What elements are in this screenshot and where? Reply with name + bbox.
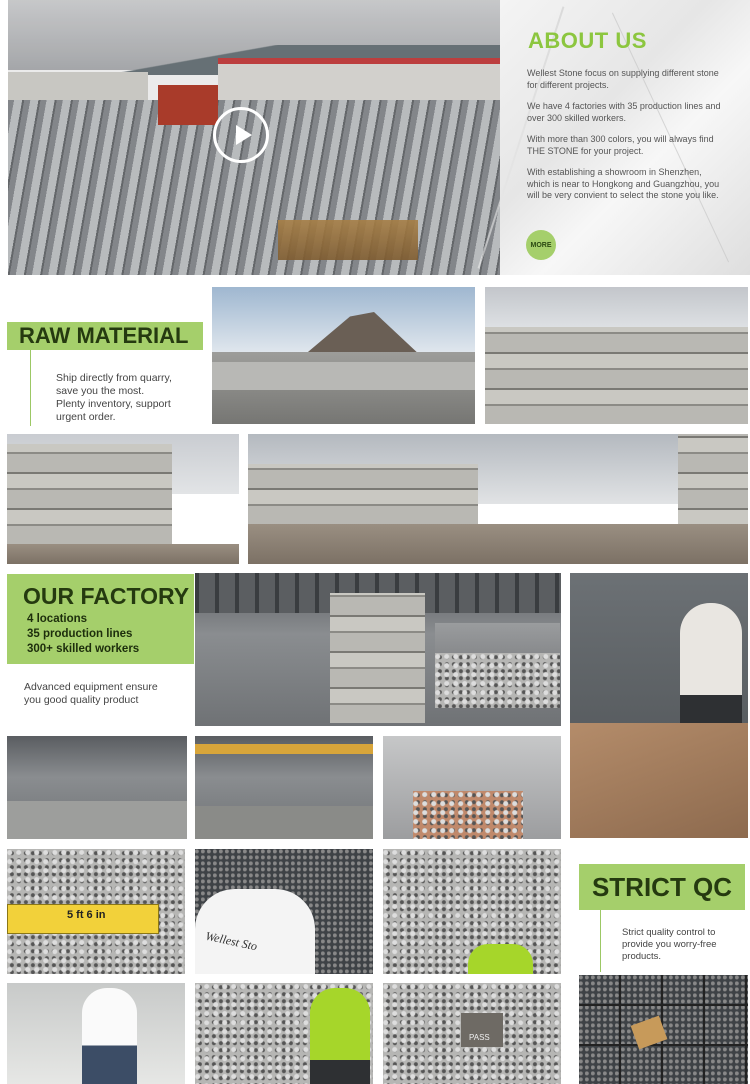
factory-slab-stack: [330, 593, 425, 723]
qc-title: STRICT QC: [579, 864, 745, 910]
polishing-photo: [570, 573, 748, 838]
block-yard-panorama: [248, 434, 748, 564]
divider-line: [600, 910, 601, 972]
cutting-machines-photo: [7, 736, 187, 839]
cut-slab: [413, 791, 523, 839]
workshop-photo: [195, 736, 373, 839]
panorama-blocks: [248, 464, 478, 524]
inspector-shirt: [468, 944, 533, 974]
tile-checking-photo: [383, 849, 561, 974]
block-yard-photo: [7, 434, 239, 564]
pass-tag-label: PASS: [469, 1033, 490, 1042]
bridge-saw-photo: [383, 736, 561, 839]
factory-line: you good quality product: [24, 694, 139, 706]
raw-material-line: Ship directly from quarry,: [56, 372, 172, 384]
factory-stat: 4 locations: [27, 613, 88, 625]
qc-line: Strict quality control to: [622, 927, 716, 938]
quarry-photo: [212, 287, 475, 424]
factory-stat: 35 production lines: [27, 628, 133, 640]
shirt-logo: Wellest Sto: [204, 928, 259, 954]
measuring-tape-photo: [7, 849, 185, 974]
worktable: [570, 723, 748, 838]
tape-label: 5 ft 6 in: [67, 909, 106, 921]
raw-material-line: save you the most.: [56, 385, 145, 397]
about-paragraph: With more than 300 colors, you will always find THE STONE for your project.: [527, 134, 714, 156]
raw-material-line: Plenty inventory, support: [56, 398, 171, 410]
about-paragraph: With establishing a showroom in Shenzhen, which is near to Hongkong and Guangzhou, you will be very convient to select the stone you like.: [527, 167, 720, 200]
workshop-floor: [195, 806, 373, 839]
raw-material-line: urgent order.: [56, 411, 116, 423]
cobblestone-photo: [579, 975, 748, 1084]
slab-inspection-photo: [195, 983, 373, 1084]
factory-stat: 300+ skilled workers: [27, 643, 140, 655]
workshop-crane: [195, 744, 373, 754]
yard-ground: [7, 544, 239, 564]
yard-blocks: [7, 444, 172, 544]
packing-worker: [82, 988, 137, 1084]
play-button[interactable]: [213, 107, 269, 163]
qc-line: provide you worry-free: [622, 939, 717, 950]
panorama-ground: [248, 524, 748, 564]
factory-block: [435, 653, 560, 708]
about-paragraph: Wellest Stone focus on supplying different stone for different projects.: [527, 68, 719, 90]
play-icon: [236, 125, 252, 145]
factory-line: Advanced equipment ensure: [24, 681, 158, 693]
inspection-photo: [195, 849, 373, 974]
about-paragraph: We have 4 factories with 35 production lines and over 300 skilled workers.: [527, 101, 721, 123]
factory-hall-photo: [195, 573, 561, 726]
machine-floor: [7, 801, 187, 839]
quarry-wall: [212, 362, 475, 390]
blocks-sky: [485, 287, 748, 327]
stone-blocks-photo: [485, 287, 748, 424]
pass-label-photo: [383, 983, 561, 1084]
raw-material-title: RAW MATERIAL: [7, 322, 203, 350]
about-title: ABOUT US: [528, 28, 647, 53]
divider-line: [30, 350, 31, 426]
more-button[interactable]: MORE: [526, 230, 556, 260]
qc-line: products.: [622, 951, 662, 962]
packing-photo: [7, 983, 185, 1084]
factory-title: OUR FACTORY: [23, 583, 190, 609]
qc-worker: [310, 988, 370, 1084]
